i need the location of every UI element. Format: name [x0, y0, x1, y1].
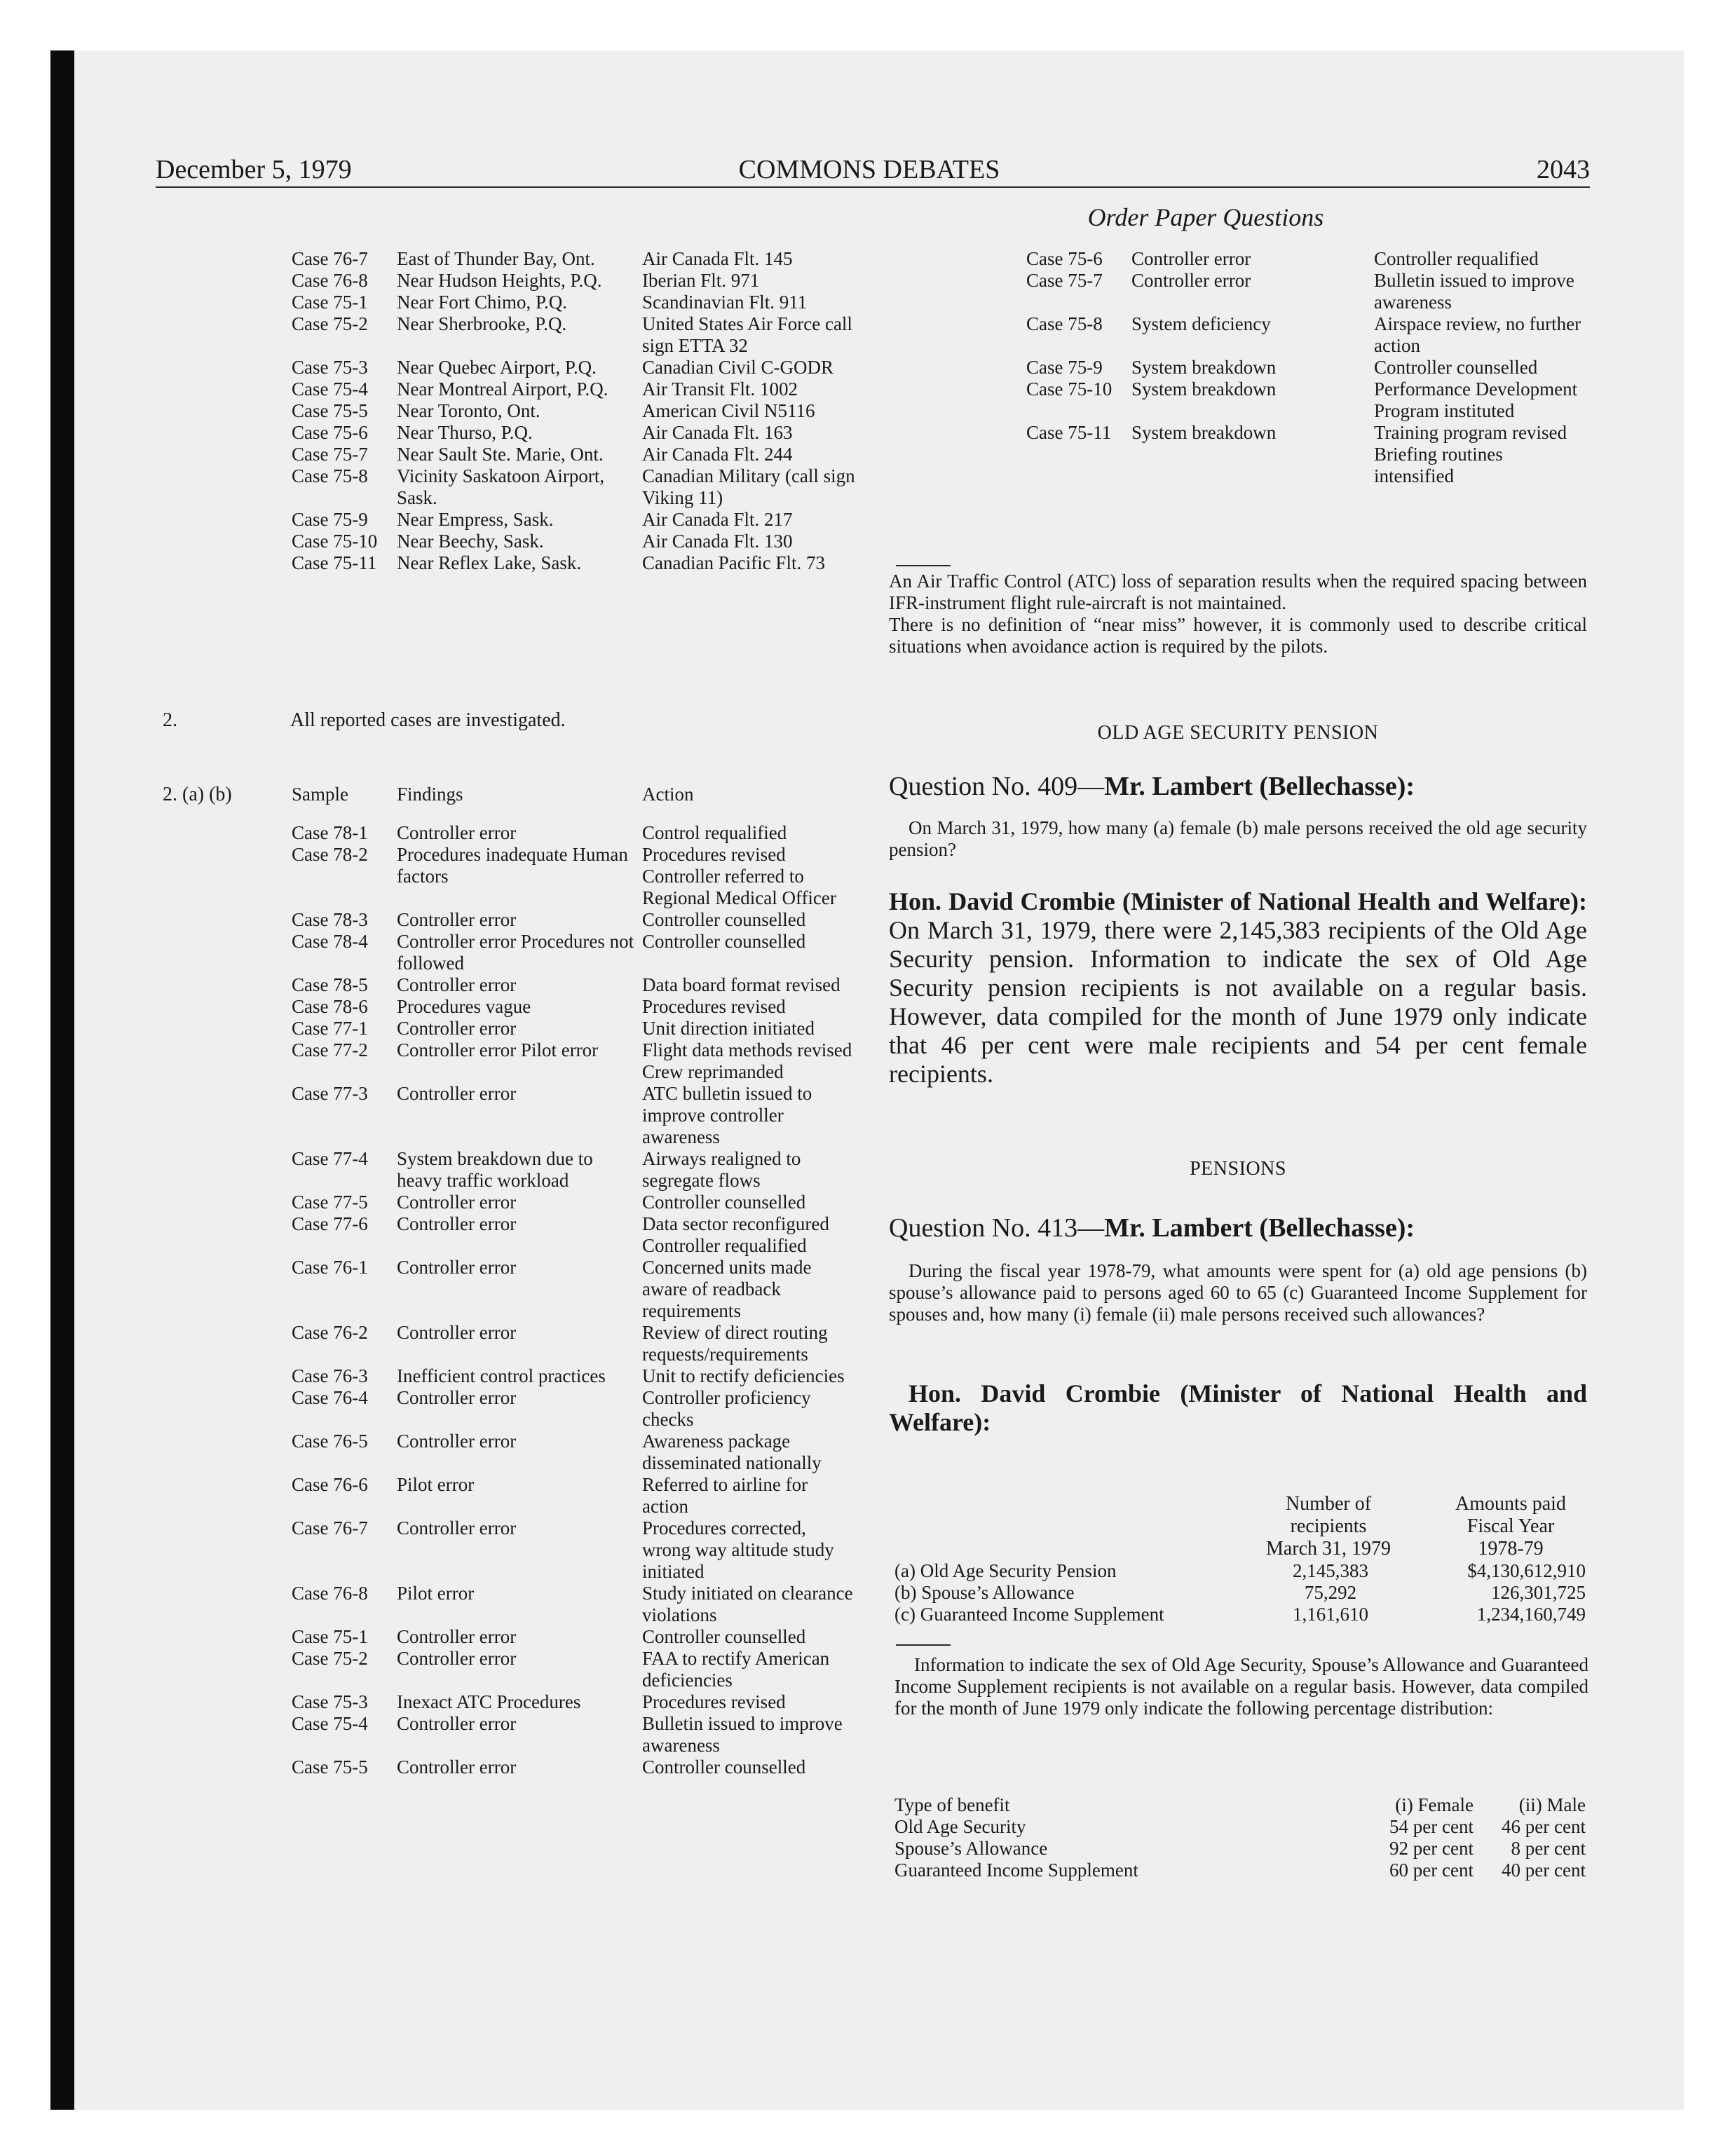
finding-row-cell: Case 77-2 [292, 1039, 368, 1060]
header-action: Action [642, 784, 694, 805]
amount-row [894, 1560, 1588, 1582]
header-female: (i) Female [1395, 1794, 1474, 1815]
case-row [292, 248, 859, 270]
order-case-row-cell: Bulletin issued to improve awareness [1374, 270, 1574, 313]
recipients-head-1: Number of [1285, 1493, 1372, 1515]
finding-row [292, 1018, 859, 1039]
finding-row-cell: Procedures corrected, wrong way altitude study initiated [642, 1517, 834, 1582]
question-409-heading [889, 771, 1590, 802]
finding-row-cell: Controller error [397, 1648, 517, 1669]
footnote-near-miss: There is no definition of “near miss” however, it is commonly used to describe critical situations when avoidance action is required by the pilots. [889, 614, 1587, 657]
finding-row-cell: Case 75-2 [292, 1648, 368, 1669]
case-row-cell: Case 75-2 [292, 313, 368, 334]
distribution-info: Information to indicate the sex of Old Age Security, Spouse’s Allowance and Guaranteed Income Supplement recipients is not available on a regular basis. However, data compiled for the month of June 1979 only indicate the following percentage distribution: [894, 1654, 1588, 1719]
case-row-cell: Case 75-5 [292, 400, 368, 421]
amount-row-cell: (a) Old Age Security Pension [894, 1560, 1117, 1581]
section-title: Order Paper Questions [1087, 203, 1324, 231]
finding-row-cell: Case 77-4 [292, 1148, 368, 1169]
case-row [292, 400, 859, 422]
finding-row-cell: Case 75-4 [292, 1713, 368, 1734]
case-row-cell: United States Air Force call sign ETTA 32 [642, 313, 852, 356]
finding-row-cell: Controller error [397, 1387, 517, 1408]
finding-row-cell: Controller error Procedures not followed [397, 931, 634, 974]
finding-row-cell: Bulletin issued to improve awareness [642, 1713, 843, 1756]
finding-row-cell: Controller error [397, 1626, 517, 1647]
case-row [292, 378, 859, 400]
finding-row-cell: Controller error [397, 1257, 517, 1278]
case-row-cell: Canadian Civil C-GODR [642, 357, 834, 378]
amount-row-cell: 1,234,160,749 [1476, 1604, 1586, 1625]
amount-row-cell: 75,292 [1304, 1582, 1357, 1603]
finding-row-cell: Controller error [397, 1213, 517, 1234]
case-row-cell: Case 75-10 [292, 531, 378, 552]
order-case-row-cell: Controller error [1131, 248, 1251, 269]
header-findings: Findings [397, 784, 463, 805]
distribution-table [894, 1794, 1588, 1881]
finding-row-cell: Procedures revised Controller referred to Regional Medical Officer [642, 844, 836, 908]
finding-row-cell: Controller error [397, 1083, 517, 1104]
finding-row-cell: Inexact ATC Procedures [397, 1691, 581, 1712]
amount-row-cell: 126,301,725 [1491, 1582, 1586, 1603]
finding-row [292, 1431, 859, 1474]
finding-row-cell: Case 76-3 [292, 1365, 368, 1386]
question-413-number: Question No. 413— [889, 1213, 1105, 1243]
amount-row-cell: 2,145,383 [1293, 1560, 1368, 1581]
question-413-text: During the fiscal year 1978-79, what amounts were spent for (a) old age pensions (b) spouse’s allowance paid to persons aged 60 to 65 (c) Guaranteed Income Supplement for spouses and, how many (i) female (ii) male persons received such allowances? [889, 1260, 1587, 1325]
finding-row [292, 1691, 859, 1713]
header-male: (ii) Male [1518, 1794, 1586, 1815]
item-2ab-label: 2. (a) (b) [163, 784, 232, 805]
header-rule [156, 186, 1590, 188]
finding-row [292, 1474, 859, 1517]
finding-row-cell: Controller error Pilot error [397, 1039, 599, 1060]
finding-row-cell: Controller proficiency checks [642, 1387, 811, 1430]
findings-table [292, 784, 859, 1778]
case-row-cell: Near Beechy, Sask. [397, 531, 544, 552]
finding-row-cell: Case 77-3 [292, 1083, 368, 1104]
case-row-cell: Air Canada Flt. 217 [642, 509, 793, 530]
finding-row-cell: Pilot error [397, 1583, 475, 1604]
order-case-row-cell: System breakdown [1131, 422, 1277, 443]
finding-row-cell: Controller error [397, 1713, 517, 1734]
amount-row-cell: (b) Spouse’s Allowance [894, 1582, 1075, 1603]
amounts-head-1: Amounts paid [1455, 1493, 1566, 1515]
order-case-row-cell: Controller counselled [1374, 357, 1538, 378]
finding-row-cell: Controller error [397, 1322, 517, 1343]
case-row [292, 465, 859, 509]
amounts-column-heading [1430, 1493, 1591, 1560]
finding-row [292, 1213, 859, 1257]
finding-row-cell: System breakdown due to heavy traffic workload [397, 1148, 593, 1191]
case-row-cell: Canadian Military (call sign Viking 11) [642, 465, 855, 508]
question-413-member: Mr. Lambert (Bellechasse): [1104, 1213, 1415, 1243]
cases-location-table [292, 248, 859, 574]
case-row-cell: Canadian Pacific Flt. 73 [642, 552, 825, 573]
finding-row-cell: Study initiated on clearance violations [642, 1583, 853, 1625]
distribution-row-cell: 92 per cent [1389, 1838, 1474, 1859]
findings-header-row [292, 784, 859, 805]
finding-row [292, 1517, 859, 1583]
finding-row-cell: Case 78-3 [292, 909, 368, 930]
amount-row [894, 1582, 1588, 1604]
order-case-row-cell: Performance Development Program instituted [1374, 378, 1578, 421]
case-row-cell: Case 75-7 [292, 444, 368, 465]
recipients-head-2: recipients [1290, 1515, 1367, 1537]
footnote-atc: An Air Traffic Control (ATC) loss of separation results when the required spacing between IFR-instrument flight rule-aircraft is not maintained. [889, 571, 1587, 613]
header-page-number: 2043 [1537, 155, 1590, 184]
finding-row-cell: Case 76-7 [292, 1517, 368, 1538]
distribution-row-cell: 40 per cent [1502, 1860, 1586, 1881]
finding-row-cell: Case 76-6 [292, 1474, 368, 1495]
finding-row-cell: Controller counselled [642, 931, 806, 952]
finding-row-cell: Case 78-4 [292, 931, 368, 952]
finding-row-cell: Procedures revised [642, 996, 786, 1017]
finding-row [292, 1257, 859, 1322]
finding-row [292, 1083, 859, 1148]
finding-row-cell: Control requalified [642, 822, 787, 843]
finding-row [292, 974, 859, 996]
finding-row-cell: Controller counselled [642, 1626, 806, 1647]
answer-409-speaker: Hon. David Crombie (Minister of National Health and Welfare): [889, 887, 1587, 915]
finding-row [292, 1322, 859, 1365]
amount-row [894, 1604, 1588, 1625]
case-row-cell: Scandinavian Flt. 911 [642, 292, 808, 313]
case-row-cell: American Civil N5116 [642, 400, 815, 421]
finding-row [292, 1626, 859, 1648]
finding-row-cell: FAA to rectify American deficiencies [642, 1648, 830, 1691]
question-409-number: Question No. 409— [889, 772, 1105, 801]
case-row [292, 422, 859, 444]
finding-row-cell: Awareness package disseminated nationally [642, 1431, 822, 1473]
question-409-member: Mr. Lambert (Bellechasse): [1104, 772, 1415, 801]
oas-heading: OLD AGE SECURITY PENSION [1097, 722, 1379, 744]
finding-row [292, 1039, 859, 1083]
finding-row-cell: Controller error [397, 1431, 517, 1452]
amounts-head-2: Fiscal Year [1467, 1515, 1555, 1537]
order-case-row-cell: Case 75-11 [1026, 422, 1112, 443]
finding-row-cell: Pilot error [397, 1474, 475, 1495]
case-row [292, 552, 859, 574]
finding-row [292, 1387, 859, 1431]
order-case-row-cell: Case 75-6 [1026, 248, 1103, 269]
header-sample: Sample [292, 784, 348, 805]
finding-row-cell: Case 75-3 [292, 1691, 368, 1712]
order-case-row-cell: Case 75-9 [1026, 357, 1103, 378]
case-row-cell: Near Sault Ste. Marie, Ont. [397, 444, 604, 465]
item-2-text: All reported cases are investigated. [290, 709, 566, 731]
case-row-cell: Air Canada Flt. 130 [642, 531, 793, 552]
finding-row-cell: Procedures inadequate Human factors [397, 844, 628, 887]
finding-row [292, 996, 859, 1018]
question-409-text: On March 31, 1979, how many (a) female (b) male persons received the old age security pension? [889, 817, 1587, 860]
case-row-cell: Case 76-7 [292, 248, 368, 269]
finding-row-cell: Case 75-1 [292, 1626, 368, 1647]
case-row [292, 531, 859, 552]
distribution-row [894, 1838, 1588, 1860]
answer-409-text: On March 31, 1979, there were 2,145,383 recipients of the Old Age Security pension. Information to indicate the sex of Old Age Security pension recipients is not available on a regular basis. However, data compiled for the month of June 1979 only indicate that 46 per cent were male recipients and 54 per cent female recipients. [889, 916, 1587, 1088]
finding-row-cell: ATC bulletin issued to improve controller awareness [642, 1083, 812, 1147]
finding-row-cell: Case 78-1 [292, 822, 368, 843]
finding-row-cell: Controller error [397, 1018, 517, 1039]
finding-row [292, 1648, 859, 1691]
finding-row-cell: Case 77-1 [292, 1018, 368, 1039]
finding-row-cell: Airways realigned to segregate flows [642, 1148, 801, 1191]
finding-row-cell: Data sector reconfigured Controller requalified [642, 1213, 829, 1256]
case-row [292, 292, 859, 313]
order-paper-cases-table [1026, 248, 1587, 487]
header-title: COMMONS DEBATES [738, 155, 1000, 184]
order-case-row-cell: System deficiency [1131, 313, 1271, 334]
finding-row-cell: Case 76-5 [292, 1431, 368, 1452]
recipients-head-3: March 31, 1979 [1265, 1538, 1392, 1560]
finding-row-cell: Controller error [397, 1192, 517, 1213]
finding-row-cell: Review of direct routing requests/requirements [642, 1322, 828, 1365]
finding-row [292, 844, 859, 909]
finding-row-cell: Case 75-5 [292, 1756, 368, 1778]
finding-row-cell: Case 76-1 [292, 1257, 368, 1278]
finding-row-cell: Case 78-6 [292, 996, 368, 1017]
amounts-head-3: 1978-79 [1478, 1538, 1544, 1560]
case-row-cell: Case 75-6 [292, 422, 368, 443]
case-row [292, 270, 859, 292]
amount-row-cell: $4,130,612,910 [1467, 1560, 1586, 1581]
case-row-cell: Near Sherbrooke, P.Q. [397, 313, 567, 334]
case-row-cell: East of Thunder Bay, Ont. [397, 248, 595, 269]
order-case-row [1026, 378, 1587, 422]
scan-border [50, 50, 74, 2110]
case-row-cell: Near Reflex Lake, Sask. [397, 552, 582, 573]
case-row-cell: Air Canada Flt. 244 [642, 444, 793, 465]
finding-row [292, 909, 859, 931]
header-date: December 5, 1979 [156, 155, 352, 184]
finding-row-cell: Controller counselled [642, 1192, 806, 1213]
amount-row-cell: (c) Guaranteed Income Supplement [894, 1604, 1164, 1625]
case-row-cell: Near Empress, Sask. [397, 509, 554, 530]
finding-row-cell: Controller counselled [642, 1756, 806, 1778]
finding-row-cell: Controller error [397, 909, 517, 930]
distribution-row [894, 1816, 1588, 1838]
finding-row-cell: Inefficient control practices [397, 1365, 606, 1386]
header-type-of-benefit: Type of benefit [894, 1794, 1010, 1815]
finding-row [292, 1148, 859, 1192]
case-row-cell: Case 75-3 [292, 357, 368, 378]
finding-row [292, 1192, 859, 1213]
finding-row [292, 1365, 859, 1387]
case-row [292, 313, 859, 357]
pensions-heading: PENSIONS [1190, 1158, 1286, 1180]
amount-row-cell: 1,161,610 [1293, 1604, 1368, 1625]
finding-row-cell: Case 76-4 [292, 1387, 368, 1408]
finding-row-cell: Controller error [397, 974, 517, 995]
answer-409 [889, 887, 1587, 1089]
order-case-row-cell: System breakdown [1131, 378, 1277, 400]
item-2-label: 2. [163, 709, 177, 731]
finding-row-cell: Controller error [397, 1756, 517, 1778]
order-case-row-cell: Controller error [1131, 270, 1251, 291]
case-row-cell: Iberian Flt. 971 [642, 270, 760, 291]
order-case-row-cell: Case 75-8 [1026, 313, 1103, 334]
finding-row [292, 1713, 859, 1756]
distribution-row-cell: 46 per cent [1502, 1816, 1586, 1837]
case-row-cell: Case 75-1 [292, 292, 368, 313]
finding-row-cell: Case 77-5 [292, 1192, 368, 1213]
case-row-cell: Vicinity Saskatoon Airport, Sask. [397, 465, 605, 508]
order-case-row [1026, 270, 1587, 313]
footnote-rule [896, 565, 951, 566]
distribution-row-cell: Guaranteed Income Supplement [894, 1860, 1138, 1881]
finding-row-cell: Unit direction initiated [642, 1018, 815, 1039]
case-row [292, 357, 859, 378]
case-row-cell: Case 75-8 [292, 465, 368, 486]
finding-row-cell: Unit to rectify deficiencies [642, 1365, 845, 1386]
order-case-row-cell: Controller requalified [1374, 248, 1539, 269]
finding-row-cell: Controller error [397, 822, 517, 843]
case-row-cell: Air Canada Flt. 163 [642, 422, 793, 443]
distribution-row-cell: 8 per cent [1511, 1838, 1586, 1859]
finding-row-cell: Case 78-2 [292, 844, 368, 865]
case-row-cell: Near Hudson Heights, P.Q. [397, 270, 602, 291]
case-row-cell: Case 76-8 [292, 270, 368, 291]
finding-row-cell: Case 76-2 [292, 1322, 368, 1343]
finding-row-cell: Case 77-6 [292, 1213, 368, 1234]
distribution-header-row [894, 1794, 1588, 1816]
finding-row [292, 1756, 859, 1778]
finding-row-cell: Case 76-8 [292, 1583, 368, 1604]
case-row-cell: Near Fort Chimo, P.Q. [397, 292, 567, 313]
finding-row-cell: Data board format revised [642, 974, 841, 995]
case-row [292, 444, 859, 465]
case-row-cell: Case 75-4 [292, 378, 368, 400]
distribution-row [894, 1860, 1588, 1881]
case-row-cell: Near Quebec Airport, P.Q. [397, 357, 597, 378]
answer-413-speaker: Hon. David Crombie (Minister of National Health and Welfare): [889, 1379, 1587, 1436]
case-row-cell: Near Toronto, Ont. [397, 400, 540, 421]
finding-row-cell: Controller counselled [642, 909, 806, 930]
order-case-row [1026, 422, 1587, 487]
case-row [292, 509, 859, 531]
finding-row-cell: Flight data methods revised Crew reprimanded [642, 1039, 852, 1082]
order-case-row [1026, 248, 1587, 270]
distribution-row-cell: 54 per cent [1389, 1816, 1474, 1837]
finding-row-cell: Procedures vague [397, 996, 531, 1017]
distribution-row-cell: Spouse’s Allowance [894, 1838, 1048, 1859]
case-row-cell: Case 75-11 [292, 552, 377, 573]
distribution-row-cell: 60 per cent [1389, 1860, 1474, 1881]
finding-row-cell: Procedures revised [642, 1691, 786, 1712]
case-row-cell: Near Thurso, P.Q. [397, 422, 533, 443]
finding-row [292, 1583, 859, 1626]
finding-row [292, 931, 859, 974]
amounts-table [894, 1560, 1588, 1625]
question-413-heading [889, 1213, 1590, 1243]
finding-row-cell: Case 78-5 [292, 974, 368, 995]
order-case-row [1026, 357, 1587, 378]
order-case-row-cell: Airspace review, no further action [1374, 313, 1581, 356]
order-case-row [1026, 313, 1587, 357]
finding-row [292, 822, 859, 844]
finding-row-cell: Controller error [397, 1517, 517, 1538]
order-case-row-cell: Case 75-7 [1026, 270, 1103, 291]
amounts-rule [896, 1644, 951, 1646]
order-case-row-cell: Training program revised Briefing routines intensified [1374, 422, 1567, 486]
case-row-cell: Near Montreal Airport, P.Q. [397, 378, 608, 400]
case-row-cell: Case 75-9 [292, 509, 368, 530]
distribution-row-cell: Old Age Security [894, 1816, 1026, 1837]
recipients-column-heading [1255, 1493, 1402, 1560]
order-case-row-cell: Case 75-10 [1026, 378, 1113, 400]
finding-row-cell: Referred to airline for action [642, 1474, 808, 1517]
case-row-cell: Air Canada Flt. 145 [642, 248, 793, 269]
finding-row-cell: Concerned units made aware of readback requirements [642, 1257, 812, 1321]
order-case-row-cell: System breakdown [1131, 357, 1277, 378]
case-row-cell: Air Transit Flt. 1002 [642, 378, 798, 400]
